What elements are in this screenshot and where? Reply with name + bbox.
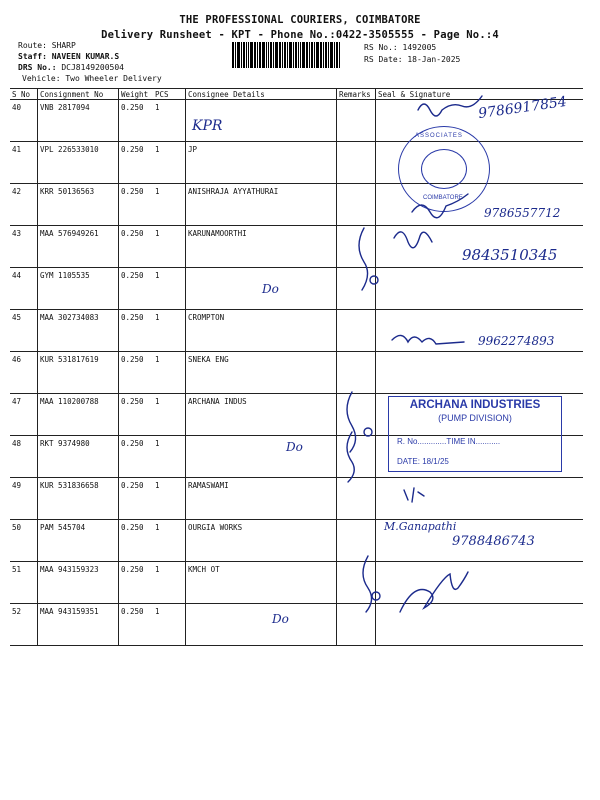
handwritten-phone-4: 9962274893 — [478, 334, 555, 348]
cell-sno: 50 — [10, 520, 38, 562]
cell-sno: 52 — [10, 604, 38, 646]
cell-consignee: KARUNAMOORTHI — [186, 226, 337, 268]
cell-remarks — [337, 604, 376, 646]
cell-consignee: OURGIA WORKS — [186, 520, 337, 562]
route-label: Route: SHARP — [18, 41, 76, 50]
cell-weight: 0.250 — [119, 436, 154, 478]
runsheet-subtitle: Delivery Runsheet - KPT - Phone No.:0422-3505555 - Page No.:4 — [101, 29, 499, 41]
seal-text-top: ASSOCIATES — [415, 133, 463, 139]
handwritten-phone-3: 9843510345 — [462, 246, 558, 264]
cell-consignment-no: KUR 531817619 — [38, 352, 119, 394]
cell-weight: 0.250 — [119, 478, 154, 520]
table-row — [10, 184, 583, 226]
cell-weight: 0.250 — [119, 352, 154, 394]
cell-pcs: 1 — [153, 520, 186, 562]
cell-remarks — [337, 478, 376, 520]
stamp-company: ARCHANA INDUSTRIES — [409, 399, 541, 411]
cell-sno: 44 — [10, 268, 38, 310]
cell-sno: 47 — [10, 394, 38, 436]
cell-sno: 45 — [10, 310, 38, 352]
cell-remarks — [337, 436, 376, 478]
cell-pcs: 1 — [153, 604, 186, 646]
table-row — [10, 226, 583, 268]
cell-seal-signature — [376, 520, 584, 562]
cell-remarks — [337, 520, 376, 562]
table-row — [10, 520, 583, 562]
cell-weight: 0.250 — [119, 226, 154, 268]
stamp-division: (PUMP DIVISION) — [438, 413, 512, 423]
cell-pcs: 1 — [153, 394, 186, 436]
associates-seal — [398, 126, 490, 212]
cell-consignment-no: RKT 9374980 — [38, 436, 119, 478]
col-weight: Weight — [119, 89, 154, 100]
handwritten-name: M.Ganapathi — [384, 520, 457, 533]
handwritten-phone-1: 9786917854 — [477, 93, 568, 123]
cell-consignee — [186, 436, 337, 478]
stamp-date: DATE: 18/1/25 — [397, 457, 449, 466]
table-row — [10, 478, 583, 520]
cell-weight: 0.250 — [119, 520, 154, 562]
cell-remarks — [337, 184, 376, 226]
cell-consignment-no: PAM 545704 — [38, 520, 119, 562]
cell-weight: 0.250 — [119, 604, 154, 646]
cell-pcs: 1 — [153, 184, 186, 226]
cell-sno: 46 — [10, 352, 38, 394]
seal-inner-ring — [421, 149, 467, 189]
cell-sno: 43 — [10, 226, 38, 268]
drs-number: DCJ8149200504 — [61, 63, 124, 72]
staff-label: Staff: — [18, 52, 47, 61]
cell-consignment-no: MAA 110200788 — [38, 394, 119, 436]
table-header-row — [10, 89, 583, 100]
cell-consignee: CROMPTON — [186, 310, 337, 352]
stamp-no-time: R. No.............TIME IN........... — [397, 437, 501, 446]
cell-pcs: 1 — [153, 100, 186, 142]
table-row — [10, 352, 583, 394]
handwritten-kpr: KPR — [192, 118, 223, 134]
cell-weight: 0.250 — [119, 184, 154, 226]
cell-consignee: JP — [186, 142, 337, 184]
handwritten-do-44: Do — [262, 282, 279, 296]
cell-pcs: 1 — [153, 478, 186, 520]
cell-seal-signature — [376, 268, 584, 310]
company-title: THE PROFESSIONAL COURIERS, COIMBATORE — [179, 14, 421, 26]
barcode — [232, 42, 350, 68]
handwritten-do-48: Do — [286, 440, 303, 454]
cell-sno: 41 — [10, 142, 38, 184]
handwritten-do-52: Do — [272, 612, 289, 626]
cell-pcs: 1 — [153, 562, 186, 604]
cell-sno: 40 — [10, 100, 38, 142]
table-row — [10, 604, 583, 646]
cell-sno: 49 — [10, 478, 38, 520]
cell-remarks — [337, 562, 376, 604]
cell-consignee — [186, 268, 337, 310]
cell-remarks — [337, 100, 376, 142]
archana-industries-stamp — [388, 396, 562, 472]
cell-consignee: KMCH OT — [186, 562, 337, 604]
cell-pcs: 1 — [153, 142, 186, 184]
cell-seal-signature — [376, 562, 584, 604]
cell-weight: 0.250 — [119, 100, 154, 142]
cell-remarks — [337, 394, 376, 436]
cell-seal-signature — [376, 310, 584, 352]
cell-consignee: ANISHRAJA AYYATHURAI — [186, 184, 337, 226]
cell-consignee: ARCHANA INDUS — [186, 394, 337, 436]
cell-consignee — [186, 604, 337, 646]
handwritten-phone-2: 9786557712 — [484, 206, 561, 220]
cell-consignee: SNEKA ENG — [186, 352, 337, 394]
col-sno: S No — [10, 89, 38, 100]
cell-pcs: 1 — [153, 352, 186, 394]
cell-weight: 0.250 — [119, 268, 154, 310]
cell-seal-signature — [376, 100, 584, 142]
cell-consignment-no: KRR 50136563 — [38, 184, 119, 226]
cell-seal-signature — [376, 226, 584, 268]
seal-text-bottom: COIMBATORE — [423, 195, 463, 201]
staff-name: NAVEEN KUMAR.S — [51, 52, 120, 61]
cell-consignee — [186, 100, 337, 142]
cell-consignment-no: KUR 531836658 — [38, 478, 119, 520]
cell-sno: 51 — [10, 562, 38, 604]
cell-weight: 0.250 — [119, 562, 154, 604]
cell-pcs: 1 — [153, 268, 186, 310]
drs-row — [18, 63, 124, 72]
col-seal: Seal & Signature — [376, 89, 584, 100]
col-pcs: PCS — [153, 89, 186, 100]
cell-pcs: 1 — [153, 436, 186, 478]
rs-date: RS Date: 18-Jan-2025 — [364, 55, 461, 64]
cell-pcs: 1 — [153, 226, 186, 268]
cell-consignment-no: MAA 576949261 — [38, 226, 119, 268]
cell-consignment-no: GYM 1105535 — [38, 268, 119, 310]
vehicle-label: Vehicle: Two Wheeler Delivery — [22, 74, 162, 83]
rs-number: RS No.: 1492005 — [364, 43, 437, 52]
table-row — [10, 310, 583, 352]
cell-consignment-no: VNB 2817094 — [38, 100, 119, 142]
cell-seal-signature — [376, 478, 584, 520]
table-row — [10, 268, 583, 310]
table-row — [10, 142, 583, 184]
cell-consignment-no: VPL 226533010 — [38, 142, 119, 184]
cell-consignment-no: MAA 943159323 — [38, 562, 119, 604]
cell-seal-signature — [376, 352, 584, 394]
runsheet-table — [10, 88, 583, 646]
col-consignee: Consignee Details — [186, 89, 337, 100]
staff-row — [18, 52, 119, 61]
cell-remarks — [337, 268, 376, 310]
table-row — [10, 562, 583, 604]
handwritten-phone-5: 9788486743 — [452, 534, 535, 549]
cell-weight: 0.250 — [119, 310, 154, 352]
cell-consignee: RAMASWAMI — [186, 478, 337, 520]
cell-weight: 0.250 — [119, 142, 154, 184]
cell-seal-signature — [376, 604, 584, 646]
cell-consignment-no: MAA 943159351 — [38, 604, 119, 646]
col-consignment: Consignment No — [38, 89, 119, 100]
table-row — [10, 100, 583, 142]
cell-pcs: 1 — [153, 310, 186, 352]
cell-sno: 48 — [10, 436, 38, 478]
cell-remarks — [337, 142, 376, 184]
cell-weight: 0.250 — [119, 394, 154, 436]
drs-label: DRS No.: — [18, 63, 57, 72]
cell-remarks — [337, 310, 376, 352]
cell-sno: 42 — [10, 184, 38, 226]
cell-consignment-no: MAA 302734083 — [38, 310, 119, 352]
cell-remarks — [337, 226, 376, 268]
cell-remarks — [337, 352, 376, 394]
col-remarks: Remarks — [337, 89, 376, 100]
